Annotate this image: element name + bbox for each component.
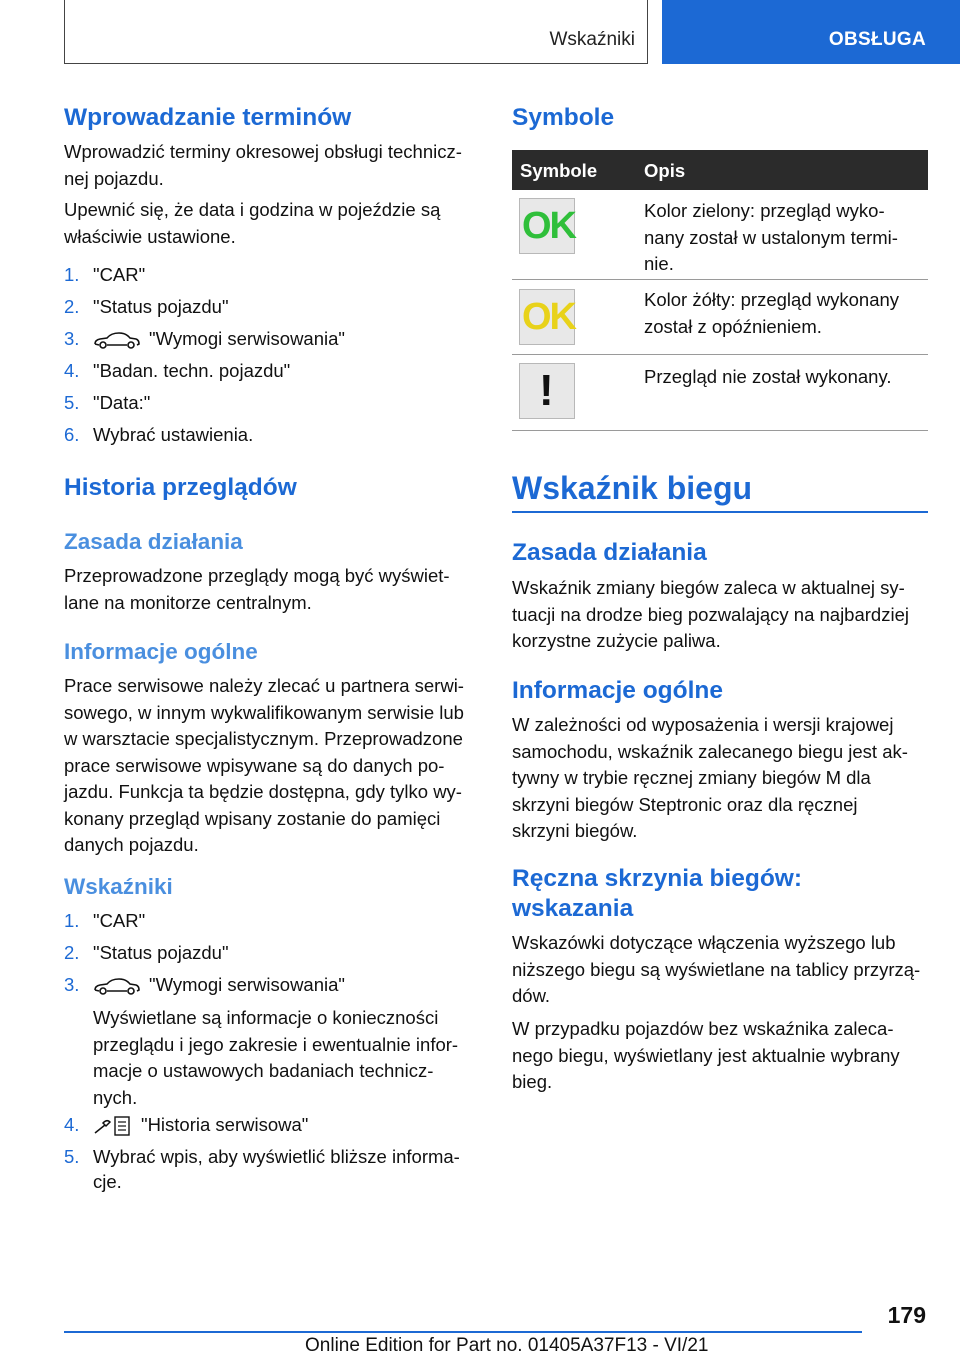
paragraph-gear-hints: Wskazówki dotyczące włączenia wyższego lub niższego biegu są wyświetlane na tablicy przyrzą‐ dów. — [512, 932, 921, 1006]
footer-rule — [64, 1331, 862, 1333]
paragraph-enter-dates: Wprowadzić terminy okresowej obsługi technicz‐ nej pojazdu. — [64, 141, 462, 189]
page-number: 179 — [887, 1302, 926, 1328]
exclamation-icon: ! — [519, 363, 575, 419]
subsection-title-principle-gear: Zasada działania — [512, 539, 707, 566]
table-row-desc: Kolor żółty: przegląd wykonany został z opóźnieniem. — [644, 289, 900, 337]
car-service-icon — [93, 976, 141, 996]
section-title-symbols: Symbole — [512, 104, 615, 131]
paragraph-gear-current: W przypadku pojazdów bez wskaźnika zaleca‐ nego biegu, wyświetlany jest aktualnie wybrany bieg. — [512, 1018, 900, 1092]
subsection-title-principle: Zasada działania — [64, 529, 243, 554]
heading-rule — [512, 511, 928, 513]
table-row-divider — [512, 430, 928, 431]
ok-yellow-icon: OK — [519, 289, 575, 345]
paragraph-gear-principle: Wskaźnik zmiany biegów zaleca w aktualnej sy‐ tuacji na drodze bieg pozwalający na najbardziej korzystne zużycie paliwa. — [512, 577, 909, 651]
paragraph-service-work: Prace serwisowe należy zlecać u partnera serwi‐ sowego, w innym wykwalifikowanym serwisie lub w warsztacie specjalistycznym. Przeprowadzone prace serwisowe wpisywane są do danych po‐ jazdu. Funkcja ta będzie dostępna, gdy tylko wy‐ konany przegląd wpisany zostanie do pamięci danych pojazdu. — [64, 675, 464, 855]
header-section-tab — [64, 0, 648, 64]
subsection-title-general: Informacje ogólne — [64, 639, 258, 664]
symbols-table-header — [512, 150, 928, 190]
table-header-description: Opis — [644, 160, 686, 181]
header-chapter-tab — [662, 0, 960, 64]
paragraph-gear-general: W zależności od wyposażenia i wersji krajowej samochodu, wskaźnik zalecanego biegu jest ak‐ tywny w trybie ręcznej zmiany biegów M dla skrzyni biegów Steptronic oraz dla ręcznej skrzyni biegów. — [512, 714, 908, 841]
table-row-divider — [512, 354, 928, 355]
header-chapter-label: OBSŁUGA — [828, 29, 926, 50]
table-row-divider — [512, 279, 928, 280]
subsection-title-general-gear: Informacje ogólne — [512, 677, 724, 704]
paragraph-check-date: Upewnić się, że data i godzina w pojeździe są właściwie ustawione. — [64, 199, 441, 247]
car-service-icon — [93, 330, 141, 350]
header-section-label: Wskaźniki — [549, 29, 635, 50]
table-header-symbol: Symbole — [520, 160, 598, 181]
subsection-title-indicators: Wskaźniki — [64, 874, 173, 899]
wrench-list-icon — [93, 1115, 133, 1137]
ok-green-icon: OK — [519, 198, 575, 254]
table-row-desc: Przegląd nie został wykonany. — [644, 366, 892, 387]
paragraph-history-display: Przeprowadzone przeglądy mogą być wyświet‐ lane na monitorze centralnym. — [64, 565, 450, 613]
chapter-title-gear-indicator: Wskaźnik biegu — [512, 470, 753, 506]
subsection-title-manual-gearbox: Ręczna skrzynia biegów: wskazania — [512, 865, 803, 922]
footer-edition: Online Edition for Part no. 01405A37F13 - VI/21 — [305, 1335, 709, 1356]
section-title-appointments: Wprowadzanie terminów — [64, 104, 352, 131]
section-title-service-history: Historia przeglądów — [64, 474, 297, 501]
paragraph-step3-note: Wyświetlane są informacje o konieczności przeglądu i jego zakresie i ewentualnie infor‐ macje o ustawowych badaniach technicz‐ nych. — [93, 1007, 459, 1108]
table-row-desc: Kolor zielony: przegląd wyko‐ nany został w ustalonym termi‐ nie. — [644, 200, 898, 274]
